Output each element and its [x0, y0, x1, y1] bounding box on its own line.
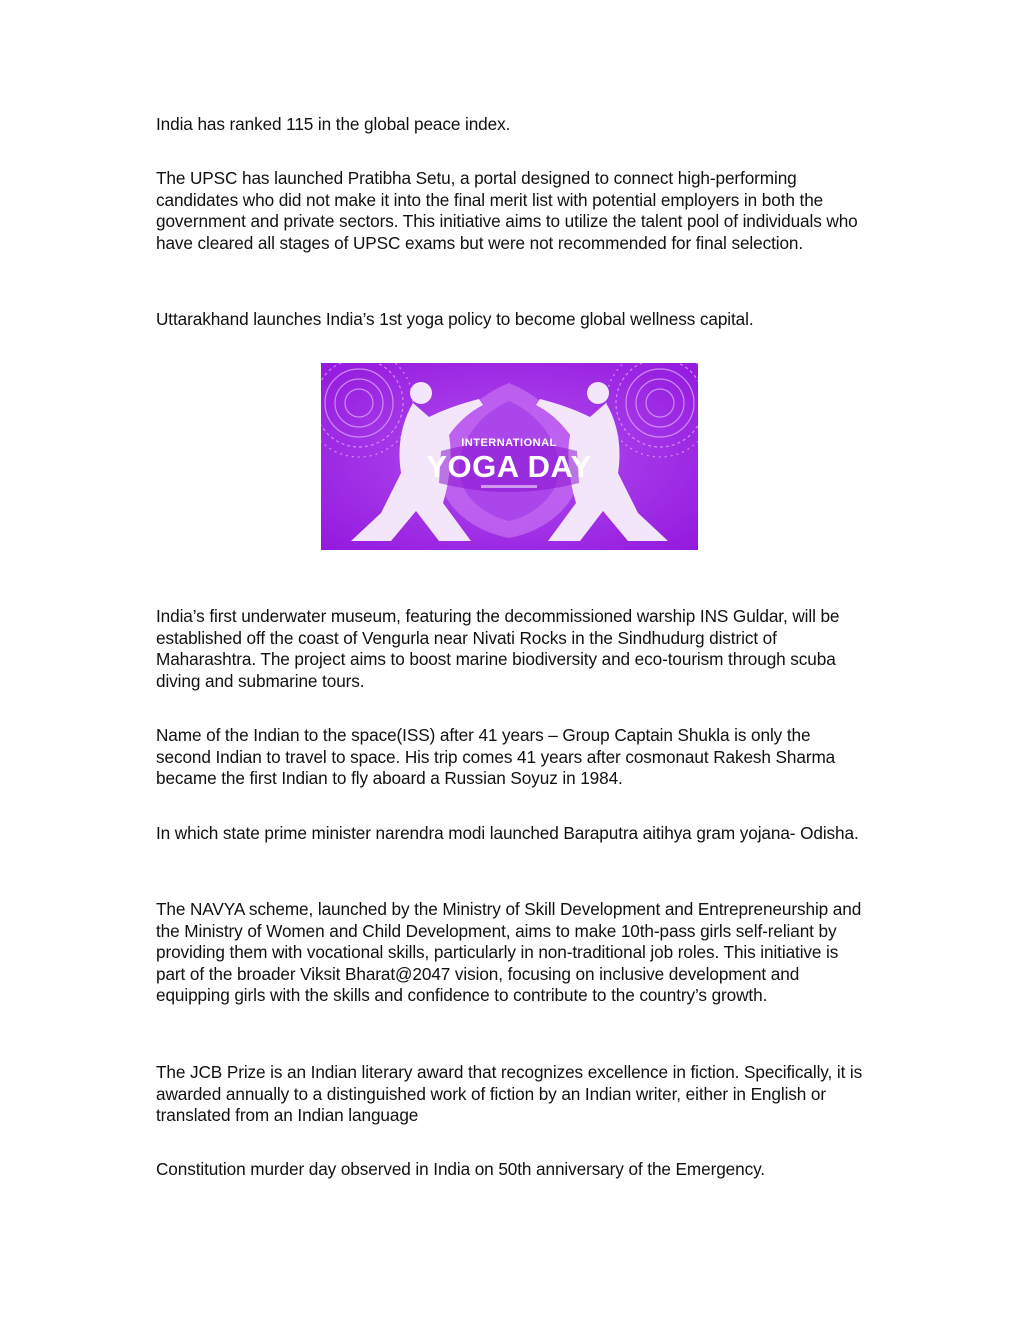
yoga-day-banner-image — [321, 363, 698, 550]
paragraph-constitution-murder-day: Constitution murder day observed in India on 50th anniversary of the Emergency. — [156, 1159, 765, 1179]
banner-line1-text: INTERNATIONAL — [461, 437, 557, 449]
banner-line2-text: YOGA DAY — [426, 449, 592, 484]
paragraph-global-peace-index: India has ranked 115 in the global peace index. — [156, 114, 511, 134]
paragraph-jcb-prize: The JCB Prize is an Indian literary award that recognizes excellence in fiction. Specifically, it is awarded annually to a distinguished work of fiction by an Indian writer, either in English or translated from an Indian language — [156, 1062, 863, 1126]
paragraph-yoga-policy: Uttarakhand launches India’s 1st yoga policy to become global wellness capital. — [156, 309, 754, 329]
paragraph-indian-in-space: Name of the Indian to the space(ISS) after 41 years – Group Captain Shukla is only the second Indian to travel to space. His trip comes 41 years after cosmonaut Rakesh Sharma became the first Indian to fly aboard a Russian Soyuz in 1984. — [156, 725, 836, 789]
paragraph-underwater-museum: India’s first underwater museum, featuring the decommissioned warship INS Guldar, will be established off the coast of Vengurla near Nivati Rocks in the Sindhudurg district of Maharashtra. The project aims to boost marine biodiversity and eco-tourism through scuba diving and submarine tours. — [156, 606, 840, 691]
paragraph-navya-scheme: The NAVYA scheme, launched by the Ministry of Skill Development and Entrepreneurship and the Ministry of Women and Child Development, aims to make 10th-pass girls self-reliant by providing them with vocational skills, particularly in non-traditional job roles. This initiative is part of the broader Viksit Bharat@2047 vision, focusing on inclusive development and equipping girls with the skills and confidence to contribute to the country’s growth. — [156, 899, 862, 1006]
paragraph-baraputra-yojana: In which state prime minister narendra modi launched Baraputra aitihya gram yojana- Odisha. — [156, 823, 859, 843]
paragraph-pratibha-setu: The UPSC has launched Pratibha Setu, a portal designed to connect high-performing candidates who did not make it into the final merit list with potential employers in both the government and private sectors. This initiative aims to utilize the talent pool of individuals who have cleared all stages of UPSC exams but were not recommended for final selection. — [156, 168, 858, 253]
